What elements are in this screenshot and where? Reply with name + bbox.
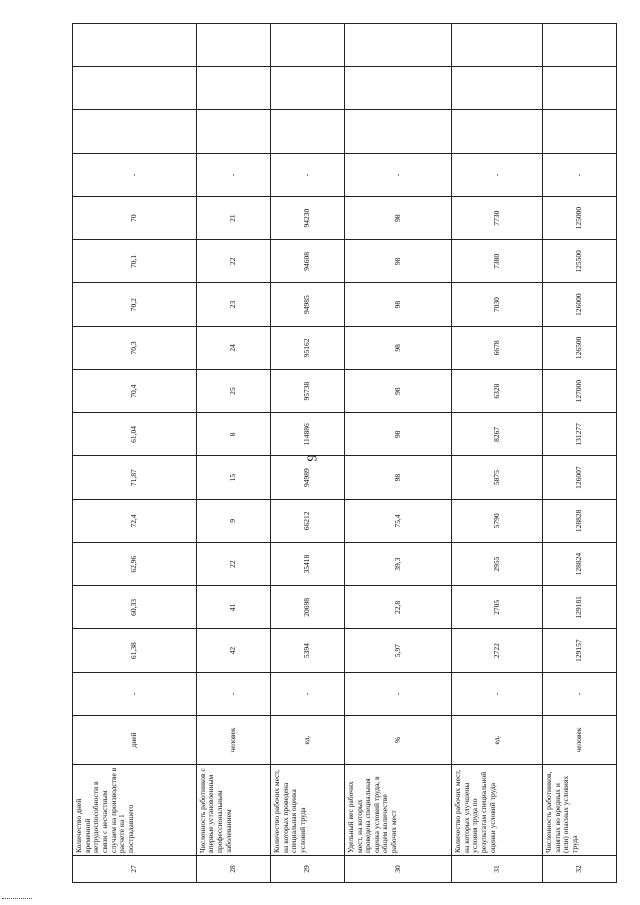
page-number: 9: [305, 454, 321, 462]
indicator-name: Количество рабочих мест, на которых улучшены условия труда по результатам специальной оценки условий труда: [452, 765, 543, 856]
value-cell: 24: [196, 326, 270, 369]
value-cell: 5394: [270, 629, 344, 672]
indicator-name: Численность работников, занятых во вредных и (или) опасных условиях труда: [542, 765, 616, 856]
value-cell: 127000: [542, 370, 616, 413]
unit-of-measure: человек: [542, 716, 616, 765]
value-cell: -: [270, 672, 344, 715]
value-cell: 35418: [270, 543, 344, 586]
value-cell: 94989: [270, 456, 344, 499]
value-cell: 66212: [270, 499, 344, 542]
value-cell: [344, 24, 451, 67]
value-cell: 22: [196, 543, 270, 586]
value-cell: 70: [73, 197, 197, 240]
value-cell: [73, 24, 197, 67]
unit-of-measure: %: [344, 716, 451, 765]
value-cell: 128824: [542, 543, 616, 586]
value-cell: 98: [344, 283, 451, 326]
value-cell: [196, 110, 270, 153]
table-row: [344, 24, 451, 883]
value-cell: 41: [196, 586, 270, 629]
value-cell: 23: [196, 283, 270, 326]
value-cell: 9: [196, 499, 270, 542]
value-cell: -: [344, 672, 451, 715]
row-number: 30: [344, 856, 451, 883]
value-cell: 8267: [452, 413, 543, 456]
value-cell: 8: [196, 413, 270, 456]
value-cell: [196, 24, 270, 67]
indicator-name: Удельный вес рабочих мест, на которых проведена специальная оценка условий труда, в общем количестве рабочих мест: [344, 765, 451, 856]
value-cell: 126500: [542, 326, 616, 369]
indicator-name: Количество дней временной нетрудоспособности в связи с несчастным случаем на производстве в расчете на 1 пострадавшего: [73, 765, 197, 856]
value-cell: 62,96: [73, 543, 197, 586]
value-cell: 114886: [270, 413, 344, 456]
value-cell: -: [452, 153, 543, 196]
value-cell: 7380: [452, 240, 543, 283]
value-cell: [344, 110, 451, 153]
value-cell: -: [73, 153, 197, 196]
value-cell: 20698: [270, 586, 344, 629]
value-cell: 70,1: [73, 240, 197, 283]
value-cell: 71,87: [73, 456, 197, 499]
value-cell: 98: [344, 240, 451, 283]
value-cell: 95162: [270, 326, 344, 369]
value-cell: [73, 67, 197, 110]
value-cell: 94985: [270, 283, 344, 326]
value-cell: 131277: [542, 413, 616, 456]
value-cell: 126007: [542, 456, 616, 499]
value-cell: 5790: [452, 499, 543, 542]
value-cell: 22,8: [344, 586, 451, 629]
value-cell: 98: [344, 370, 451, 413]
value-cell: [270, 67, 344, 110]
table-row: [73, 24, 197, 883]
value-cell: 98: [344, 326, 451, 369]
value-cell: [542, 24, 616, 67]
value-cell: 75,4: [344, 499, 451, 542]
value-cell: -: [196, 153, 270, 196]
value-cell: 70,4: [73, 370, 197, 413]
row-number: 28: [196, 856, 270, 883]
value-cell: [542, 67, 616, 110]
value-cell: 98: [344, 413, 451, 456]
value-cell: 7730: [452, 197, 543, 240]
value-cell: 2955: [452, 543, 543, 586]
indicator-name: Количество рабочих мест, на которых проведена специальная оценка условий труда: [270, 765, 344, 856]
value-cell: [452, 24, 543, 67]
value-cell: [270, 110, 344, 153]
value-cell: 70,3: [73, 326, 197, 369]
value-cell: [196, 67, 270, 110]
value-cell: 6328: [452, 370, 543, 413]
value-cell: [452, 67, 543, 110]
value-cell: [452, 110, 543, 153]
value-cell: 2705: [452, 586, 543, 629]
value-cell: 7030: [452, 283, 543, 326]
value-cell: 125500: [542, 240, 616, 283]
value-cell: 61,04: [73, 413, 197, 456]
value-cell: [344, 67, 451, 110]
value-cell: 72,4: [73, 499, 197, 542]
table-row: [196, 24, 270, 883]
value-cell: 98: [344, 197, 451, 240]
value-cell: [73, 110, 197, 153]
value-cell: [542, 110, 616, 153]
value-cell: -: [344, 153, 451, 196]
row-number: 32: [542, 856, 616, 883]
indicators-table: [72, 23, 617, 883]
value-cell: 129181: [542, 586, 616, 629]
value-cell: 129157: [542, 629, 616, 672]
value-cell: -: [452, 672, 543, 715]
value-cell: 21: [196, 197, 270, 240]
table-row: [270, 24, 344, 883]
row-number: 31: [452, 856, 543, 883]
value-cell: -: [73, 672, 197, 715]
value-cell: -: [270, 153, 344, 196]
value-cell: -: [196, 672, 270, 715]
value-cell: 126000: [542, 283, 616, 326]
table-row: [452, 24, 543, 883]
value-cell: -: [542, 153, 616, 196]
value-cell: 5,97: [344, 629, 451, 672]
row-number: 29: [270, 856, 344, 883]
value-cell: 25: [196, 370, 270, 413]
value-cell: -: [542, 672, 616, 715]
value-cell: 70,2: [73, 283, 197, 326]
row-number: 27: [73, 856, 197, 883]
table-row: [542, 24, 616, 883]
unit-of-measure: ед.: [270, 716, 344, 765]
value-cell: 42: [196, 629, 270, 672]
value-cell: 125000: [542, 197, 616, 240]
value-cell: [270, 24, 344, 67]
value-cell: 60,33: [73, 586, 197, 629]
unit-of-measure: ед.: [452, 716, 543, 765]
value-cell: 61,38: [73, 629, 197, 672]
unit-of-measure: человек: [196, 716, 270, 765]
value-cell: 6678: [452, 326, 543, 369]
scan-mark: [2, 898, 32, 900]
unit-of-measure: дней: [73, 716, 197, 765]
value-cell: 94608: [270, 240, 344, 283]
value-cell: 5875: [452, 456, 543, 499]
value-cell: 15: [196, 456, 270, 499]
value-cell: 22: [196, 240, 270, 283]
value-cell: 39,3: [344, 543, 451, 586]
rotated-table-container: [72, 23, 617, 883]
indicator-name: Численность работников с впервые установленным профессиональным заболеванием: [196, 765, 270, 856]
value-cell: 95738: [270, 370, 344, 413]
value-cell: 128828: [542, 499, 616, 542]
value-cell: 98: [344, 456, 451, 499]
value-cell: 94230: [270, 197, 344, 240]
value-cell: 2722: [452, 629, 543, 672]
